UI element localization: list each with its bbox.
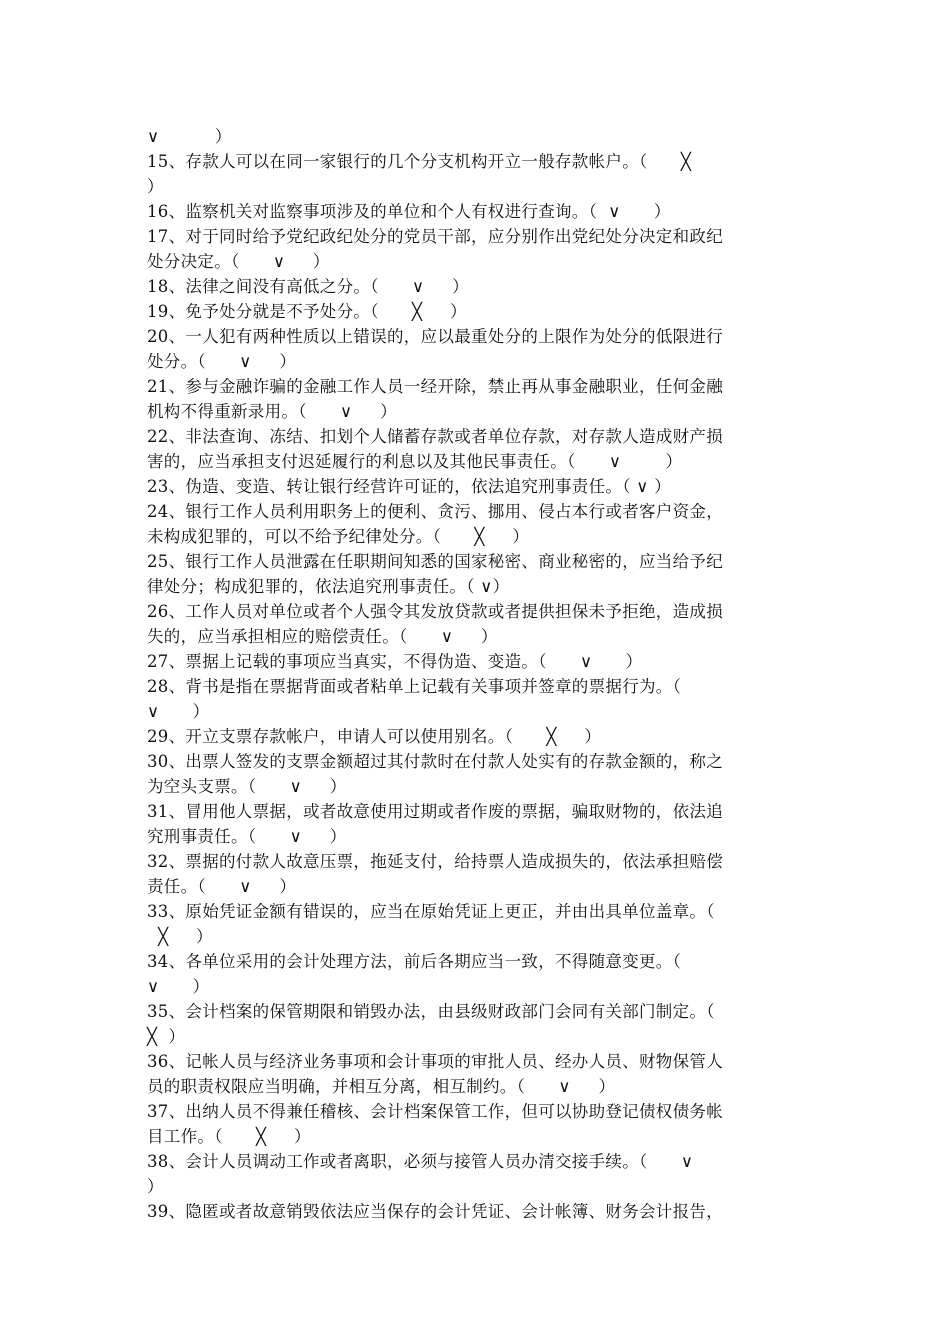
text-line: 害的，应当承担支付迟延履行的利息以及其他民事责任。（ ∨ ） <box>147 452 683 471</box>
question-34: 34、各单位采用的会计处理方法，前后各期应当一致，不得随意变更。（ <box>147 952 682 971</box>
question-29: 29、开立支票存款帐户，申请人可以使用别名。（ ╳ ） <box>147 727 602 746</box>
text-line: ） <box>147 1177 164 1196</box>
question-37: 37、出纳人员不得兼任稽核、会计档案保管工作，但可以协助登记债权债务帐 <box>147 1102 723 1121</box>
question-33: 33、原始凭证金额有错误的，应当在原始凭证上更正，并由出具单位盖章。（ <box>147 902 715 921</box>
question-16: 16、监察机关对监察事项涉及的单位和个人有权进行查询。（ ∨ ） <box>147 202 671 221</box>
question-24: 24、银行工作人员利用职务上的便利、贪污、挪用、侵占本行或者客户资金， <box>147 502 723 521</box>
question-35: 35、会计档案的保管期限和销毁办法，由县级财政部门会同有关部门制定。（ <box>147 1002 715 1021</box>
text-line: 律处分；构成犯罪的，依法追究刑事责任。（ ∨） <box>147 577 510 596</box>
question-28: 28、背书是指在票据背面或者粘单上记载有关事项并签章的票据行为。（ <box>147 677 682 696</box>
text-line: 处分决定。（ ∨ ） <box>147 252 330 271</box>
question-30: 30、出票人签发的支票金额超过其付款时在付款人处实有的存款金额的，称之 <box>147 752 723 771</box>
text-line: 未构成犯罪的，可以不给予纪律处分。（ ╳ ） <box>147 527 530 546</box>
question-26: 26、工作人员对单位或者个人强令其发放贷款或者提供担保未予拒绝，造成损 <box>147 602 723 621</box>
question-32: 32、票据的付款人故意压票，拖延支付，给持票人造成损失的，依法承担赔偿 <box>147 852 723 871</box>
question-17: 17、对于同时给予党纪政纪处分的党员干部，应分别作出党纪处分决定和政纪 <box>147 227 723 246</box>
text-line: 为空头支票。（ ∨ ） <box>147 777 347 796</box>
question-19: 19、免予处分就是不予处分。（ ╳ ） <box>147 302 467 321</box>
text-line: 目工作。（ ╳ ） <box>147 1127 311 1146</box>
text-line: 责任。（ ∨ ） <box>147 877 297 896</box>
question-15: 15、存款人可以在同一家银行的几个分支机构开立一般存款帐户。（ ╳ <box>147 152 692 171</box>
text-line: ∨ ） <box>147 977 210 996</box>
text-line: ∨ ） <box>147 127 232 146</box>
text-line: ） <box>147 177 164 196</box>
question-21: 21、参与金融诈骗的金融工作人员一经开除，禁止再从事金融职业，任何金融 <box>147 377 723 396</box>
text-line: 员的职责权限应当明确，并相互分离，相互制约。（ ∨ ） <box>147 1077 616 1096</box>
text-line: 处分。（ ∨ ） <box>147 352 297 371</box>
question-22: 22、非法查询、冻结、扣划个人储蓄存款或者单位存款，对存款人造成财产损 <box>147 427 723 446</box>
question-39: 39、隐匿或者故意销毁依法应当保存的会计凭证、会计帐簿、财务会计报告， <box>147 1202 723 1221</box>
document-page <box>147 124 802 1224</box>
question-20: 20、一人犯有两种性质以上错误的，应以最重处分的上限作为处分的低限进行 <box>147 327 723 346</box>
question-25: 25、银行工作人员泄露在任职期间知悉的国家秘密、商业秘密的，应当给予纪 <box>147 552 723 571</box>
question-18: 18、法律之间没有高低之分。（ ∨ ） <box>147 277 469 296</box>
text-line: 失的，应当承担相应的赔偿责任。（ ∨ ） <box>147 627 498 646</box>
text-line: 机构不得重新录用。（ ∨ ） <box>147 402 397 421</box>
question-23: 23、伪造、变造、转让银行经营许可证的，依法追究刑事责任。（ ∨ ） <box>147 477 672 496</box>
question-38: 38、会计人员调动工作或者离职，必须与接管人员办清交接手续。（ ∨ <box>147 1152 694 1171</box>
text-line: ╳ ） <box>147 1027 186 1046</box>
text-line: 究刑事责任。（ ∨ ） <box>147 827 347 846</box>
question-36: 36、记帐人员与经济业务事项和会计事项的审批人员、经办人员、财物保管人 <box>147 1052 723 1071</box>
question-27: 27、票据上记载的事项应当真实，不得伪造、变造。（ ∨ ） <box>147 652 643 671</box>
text-line: ∨ ） <box>147 702 210 721</box>
text-line: ╳ ） <box>147 927 213 946</box>
question-31: 31、冒用他人票据，或者故意使用过期或者作废的票据，骗取财物的，依法追 <box>147 802 723 821</box>
